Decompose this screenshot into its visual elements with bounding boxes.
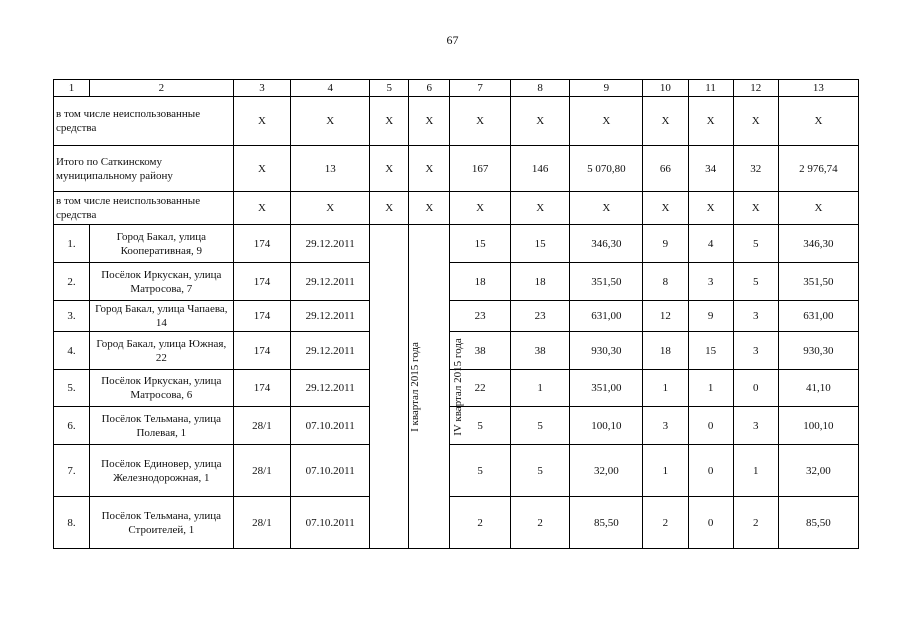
- summary-cell: Х: [450, 192, 511, 225]
- summary-cell: Х: [688, 192, 733, 225]
- summary-cell: Х: [570, 192, 643, 225]
- value-cell: 5: [510, 445, 570, 497]
- doc-number-cell: 28/1: [233, 407, 291, 445]
- header-cell: 13: [778, 80, 858, 97]
- doc-number-cell: 174: [233, 301, 291, 332]
- value-cell: 0: [688, 445, 733, 497]
- summary-cell: Х: [778, 192, 858, 225]
- value-cell: 930,30: [778, 332, 858, 370]
- doc-number-cell: 28/1: [233, 497, 291, 549]
- value-cell: 85,50: [570, 497, 643, 549]
- header-cell: 12: [733, 80, 778, 97]
- summary-cell: Х: [450, 97, 511, 146]
- doc-date-cell: 29.12.2011: [291, 301, 370, 332]
- header-cell: 10: [643, 80, 688, 97]
- value-cell: 3: [688, 263, 733, 301]
- period-end-text: IV квартал 2015 года: [452, 337, 465, 436]
- value-cell: 32,00: [778, 445, 858, 497]
- row-number: 3.: [54, 301, 90, 332]
- doc-date-cell: 29.12.2011: [291, 370, 370, 407]
- table-row: [54, 301, 859, 332]
- summary-cell: Х: [778, 97, 858, 146]
- value-cell: 0: [688, 407, 733, 445]
- header-cell: 8: [510, 80, 570, 97]
- value-cell: 346,30: [778, 225, 858, 263]
- summary-cell: Х: [510, 97, 570, 146]
- value-cell: 351,50: [778, 263, 858, 301]
- value-cell: 38: [450, 332, 511, 370]
- value-cell: 346,30: [570, 225, 643, 263]
- row-number: 1.: [54, 225, 90, 263]
- value-cell: 12: [643, 301, 688, 332]
- summary-cell: Х: [688, 97, 733, 146]
- value-cell: 3: [733, 332, 778, 370]
- address-cell: Посёлок Тельмана, улица Строителей, 1: [89, 497, 233, 549]
- table-row: [54, 497, 859, 549]
- value-cell: 1: [643, 370, 688, 407]
- value-cell: 15: [510, 225, 570, 263]
- address-cell: Город Бакал, улица Чапаева, 14: [89, 301, 233, 332]
- value-cell: 18: [643, 332, 688, 370]
- period-start-cell: [370, 225, 422, 549]
- value-cell: 631,00: [570, 301, 643, 332]
- value-cell: 15: [450, 225, 511, 263]
- row-number: 6.: [54, 407, 90, 445]
- value-cell: 41,10: [778, 370, 858, 407]
- value-cell: 2: [450, 497, 511, 549]
- summary-cell: Х: [233, 192, 291, 225]
- header-cell: 6: [409, 80, 450, 97]
- summary-cell: Х: [291, 97, 370, 146]
- row-number: 4.: [54, 332, 90, 370]
- period-start-text: I квартал 2015 года: [409, 341, 422, 432]
- value-cell: 23: [450, 301, 511, 332]
- value-cell: 2: [733, 497, 778, 549]
- summary-label: в том числе неиспользованные средства: [54, 192, 234, 225]
- value-cell: 351,50: [570, 263, 643, 301]
- value-cell: 5: [450, 407, 511, 445]
- value-cell: 0: [733, 370, 778, 407]
- summary-label: в том числе неиспользованные средства: [54, 97, 234, 146]
- value-cell: 5: [733, 225, 778, 263]
- summary-cell: 5 070,80: [570, 146, 643, 192]
- value-cell: 38: [510, 332, 570, 370]
- table-row: [54, 445, 859, 497]
- value-cell: 930,30: [570, 332, 643, 370]
- doc-date-cell: 29.12.2011: [291, 263, 370, 301]
- doc-date-cell: 29.12.2011: [291, 225, 370, 263]
- doc-number-cell: 174: [233, 332, 291, 370]
- doc-number-cell: 174: [233, 370, 291, 407]
- summary-cell: Х: [233, 146, 291, 192]
- summary-cell: Х: [370, 146, 409, 192]
- table-row: [54, 263, 859, 301]
- summary-label: Итого по Саткинскому муниципальному району: [54, 146, 234, 192]
- summary-cell: Х: [643, 97, 688, 146]
- value-cell: 5: [510, 407, 570, 445]
- row-number: 8.: [54, 497, 90, 549]
- value-cell: 23: [510, 301, 570, 332]
- doc-date-cell: 29.12.2011: [291, 332, 370, 370]
- summary-cell: 167: [450, 146, 511, 192]
- value-cell: 32,00: [570, 445, 643, 497]
- value-cell: 0: [688, 497, 733, 549]
- column-number-row: [54, 80, 859, 97]
- value-cell: 1: [643, 445, 688, 497]
- summary-cell: Х: [643, 192, 688, 225]
- value-cell: 1: [510, 370, 570, 407]
- address-cell: Город Бакал, улица Южная, 22: [89, 332, 233, 370]
- address-cell: Город Бакал, улица Кооперативная, 9: [89, 225, 233, 263]
- header-cell: 5: [370, 80, 409, 97]
- address-cell: Посёлок Единовер, улица Железнодорожная, 1: [89, 445, 233, 497]
- summary-cell: 66: [643, 146, 688, 192]
- header-cell: 4: [291, 80, 370, 97]
- summary-cell: 34: [688, 146, 733, 192]
- value-cell: 15: [688, 332, 733, 370]
- summary-cell: Х: [409, 146, 450, 192]
- header-cell: 11: [688, 80, 733, 97]
- summary-cell: Х: [733, 97, 778, 146]
- summary-cell: 13: [291, 146, 370, 192]
- summary-cell: Х: [409, 192, 450, 225]
- value-cell: 18: [510, 263, 570, 301]
- row-number: 5.: [54, 370, 90, 407]
- value-cell: 5: [450, 445, 511, 497]
- address-cell: Посёлок Иркускан, улица Матросова, 7: [89, 263, 233, 301]
- value-cell: 5: [733, 263, 778, 301]
- value-cell: 9: [643, 225, 688, 263]
- value-cell: 2: [643, 497, 688, 549]
- value-cell: 3: [733, 407, 778, 445]
- value-cell: 85,50: [778, 497, 858, 549]
- summary-cell: 32: [733, 146, 778, 192]
- summary-cell: 2 976,74: [778, 146, 858, 192]
- header-cell: 3: [233, 80, 291, 97]
- value-cell: 631,00: [778, 301, 858, 332]
- value-cell: 1: [688, 370, 733, 407]
- summary-cell: Х: [291, 192, 370, 225]
- value-cell: 3: [643, 407, 688, 445]
- table-row: [54, 225, 859, 263]
- summary-cell: 146: [510, 146, 570, 192]
- doc-number-cell: 174: [233, 225, 291, 263]
- value-cell: 100,10: [778, 407, 858, 445]
- summary-row: [54, 97, 859, 146]
- header-cell: 1: [54, 80, 90, 97]
- row-number: 2.: [54, 263, 90, 301]
- value-cell: 3: [733, 301, 778, 332]
- value-cell: 9: [688, 301, 733, 332]
- value-cell: 2: [510, 497, 570, 549]
- header-cell: 9: [570, 80, 643, 97]
- doc-date-cell: 07.10.2011: [291, 445, 370, 497]
- summary-row: [54, 146, 859, 192]
- summary-cell: Х: [570, 97, 643, 146]
- summary-cell: Х: [370, 97, 409, 146]
- summary-cell: Х: [233, 97, 291, 146]
- value-cell: 1: [733, 445, 778, 497]
- header-cell: 7: [450, 80, 511, 97]
- summary-cell: Х: [510, 192, 570, 225]
- address-cell: Посёлок Тельмана, улица Полевая, 1: [89, 407, 233, 445]
- value-cell: 18: [450, 263, 511, 301]
- value-cell: 351,00: [570, 370, 643, 407]
- value-cell: 22: [450, 370, 511, 407]
- summary-cell: Х: [370, 192, 409, 225]
- summary-cell: Х: [409, 97, 450, 146]
- header-cell: 2: [89, 80, 233, 97]
- doc-number-cell: 174: [233, 263, 291, 301]
- doc-date-cell: 07.10.2011: [291, 407, 370, 445]
- data-table: [53, 79, 859, 549]
- summary-cell: Х: [733, 192, 778, 225]
- value-cell: 8: [643, 263, 688, 301]
- value-cell: 100,10: [570, 407, 643, 445]
- address-cell: Посёлок Иркускан, улица Матросова, 6: [89, 370, 233, 407]
- value-cell: 4: [688, 225, 733, 263]
- doc-date-cell: 07.10.2011: [291, 497, 370, 549]
- doc-number-cell: 28/1: [233, 445, 291, 497]
- page-number: 67: [446, 33, 459, 47]
- row-number: 7.: [54, 445, 90, 497]
- summary-row: [54, 192, 859, 225]
